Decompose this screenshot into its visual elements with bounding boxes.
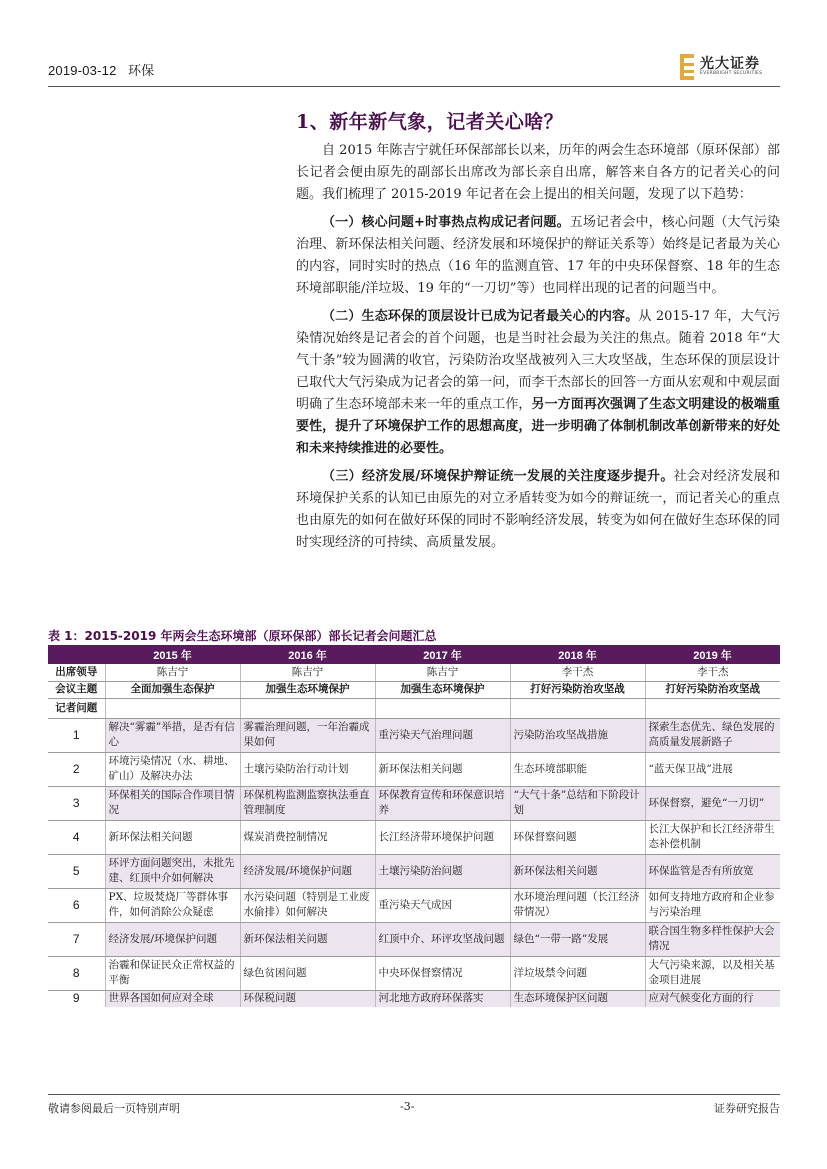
footer-divider: [48, 1094, 780, 1095]
question-number: 6: [48, 888, 105, 922]
everbright-logo: [680, 52, 780, 82]
theme-cell: 加强生态环境保护: [375, 681, 510, 698]
header-date-category: [48, 60, 154, 79]
year-header: 2018 年: [510, 645, 645, 664]
question-cell: 土壤污染防治行动计划: [240, 752, 375, 786]
question-cell: 洋垃圾禁令问题: [510, 956, 645, 990]
question-cell: 环保督察，避免“一刀切”: [645, 786, 780, 820]
question-number: 8: [48, 956, 105, 990]
theme-cell: 打好污染防治攻坚战: [645, 681, 780, 698]
table-row: [48, 922, 780, 956]
header-divider: [48, 86, 780, 87]
question-cell: 解决“雾霾”举措，是否有信心: [105, 718, 240, 752]
question-cell: 绿色“一带一路”发展: [510, 922, 645, 956]
table-row: [48, 990, 780, 1007]
question-number: 2: [48, 752, 105, 786]
question-cell: 长江大保护和长江经济带生态补偿机制: [645, 820, 780, 854]
question-cell: 治霾和保证民众正常权益的平衡: [105, 956, 240, 990]
question-cell: 环境污染情况（水、耕地、矿山）及解决办法: [105, 752, 240, 786]
question-number: 3: [48, 786, 105, 820]
year-header: 2019 年: [645, 645, 780, 664]
paragraph-intro: 自 2015 年陈吉宁就任环保部部长以来，历年的两会生态环境部（原环保部）部长记者会便由原先的副部长出席改为部长亲自出席，解答来自各方的记者关心的问题。我们梳理了 2015-2019 年记者在会上提出的相关问题，发现了以下趋势：: [296, 143, 780, 202]
footer-report-type: 证券研究报告: [714, 1102, 780, 1115]
logo-mark-icon: [680, 54, 694, 80]
year-header: 2017 年: [375, 645, 510, 664]
row-label: 会议主题: [48, 681, 105, 698]
theme-row: [48, 681, 780, 698]
reporter-row: [48, 698, 780, 718]
question-cell: 环保监管是否有所放宽: [645, 854, 780, 888]
footer-disclaimer: 敬请参阅最后一页特别声明: [48, 1102, 180, 1115]
leader-cell: 陈吉宁: [240, 664, 375, 681]
question-cell: 应对气候变化方面的行: [645, 990, 780, 1007]
question-cell: 生态环境保护区问题: [510, 990, 645, 1007]
theme-cell: 加强生态环境保护: [240, 681, 375, 698]
question-cell: 经济发展/环境保护问题: [240, 854, 375, 888]
question-cell: 环保督察问题: [510, 820, 645, 854]
row-label: 出席领导: [48, 664, 105, 681]
question-number: 4: [48, 820, 105, 854]
question-cell: 中央环保督察情况: [375, 956, 510, 990]
table-row: [48, 786, 780, 820]
row-label: 记者问题: [48, 698, 105, 718]
theme-cell: 全面加强生态保护: [105, 681, 240, 698]
header-date: 2019-03-12: [48, 63, 117, 78]
year-header: 2016 年: [240, 645, 375, 664]
question-cell: 环保机构监测监察执法垂直管理制度: [240, 786, 375, 820]
table-row: [48, 854, 780, 888]
table-title: 表 1：2015-2019 年两会生态环境部（原环保部）部长记者会问题汇总: [48, 629, 437, 643]
question-cell: 红顶中介、环评攻坚战问题: [375, 922, 510, 956]
question-cell: 新环保法相关问题: [375, 752, 510, 786]
question-cell: 新环保法相关问题: [510, 854, 645, 888]
table-row: [48, 956, 780, 990]
year-header-blank: [48, 645, 105, 664]
question-cell: PX、垃圾焚烧厂等群体事件，如何消除公众疑虑: [105, 888, 240, 922]
question-cell: “大气十条”总结和下阶段计划: [510, 786, 645, 820]
leader-row: [48, 664, 780, 681]
question-number: 9: [72, 991, 80, 1006]
question-cell: 探索生态优先、绿色发展的高质量发展新路子: [645, 718, 780, 752]
question-cell: 污染防治攻坚战措施: [510, 718, 645, 752]
page-header: [48, 52, 780, 86]
question-cell: 河北地方政府环保落实: [375, 990, 510, 1007]
paragraph-trend-1: （一）核心问题+时事热点构成记者问题。五场记者会中，核心问题（大气污染治理、新环保法相关问题、经济发展和环境保护的辩证关系等）始终是记者最为关心的内容，同时实时的热点（16 年的监测直管、17 年的中央环保督察、18 年的生态环境部职能/洋垃圾、19 年的“一刀切”等）也同样出现的记者的问题当中。: [296, 215, 780, 296]
logo-subtext: EVERBRIGHT SECURITIES: [700, 71, 763, 76]
question-cell: 绿色贫困问题: [240, 956, 375, 990]
question-cell: 经济发展/环境保护问题: [105, 922, 240, 956]
body-text: [296, 140, 780, 560]
question-cell: 水环境治理问题（长江经济带情况）: [510, 888, 645, 922]
logo-text: 光大证券: [700, 56, 760, 72]
question-cell: 煤炭消费控制情况: [240, 820, 375, 854]
question-cell: 环保教育宣传和环保意识培养: [375, 786, 510, 820]
paragraph-trend-2: （二）生态环保的顶层设计已成为记者最关心的内容。从 2015-17 年，大气污染情况始终是记者会的首个问题，也是当时社会最为关注的焦点。随着 2018 年“大气十条”较为圆满的收官，污染防治攻坚战被列入三大攻坚战，生态环保的顶层设计已取代大气污染成为记者会的第一问，而李干杰部长的回答一方面从宏观和中观层面明确了生态环境部未来一年的重点工作，另一方面再次强调了生态文明建设的极端重要性，提升了环境保护工作的思想高度，进一步明确了体制机制改革创新带来的好处和未来持续推进的必要性。: [296, 309, 780, 456]
question-cell: 环保相关的国际合作项目情况: [105, 786, 240, 820]
question-number: 5: [48, 854, 105, 888]
question-cell: 土壤污染防治问题: [375, 854, 510, 888]
question-cell: 新环保法相关问题: [240, 922, 375, 956]
questions-table: [48, 645, 780, 1007]
question-cell: 环保税问题: [240, 990, 375, 1007]
leader-cell: 李干杰: [645, 664, 780, 681]
question-cell: 长江经济带环境保护问题: [375, 820, 510, 854]
question-cell: 大气污染来源，以及相关基金项目进展: [645, 956, 780, 990]
question-cell: 水污染问题（特别是工业废水偷排）如何解决: [240, 888, 375, 922]
question-cell: 重污染天气成因: [375, 888, 510, 922]
header-category: 环保: [127, 63, 155, 78]
table-row: [48, 888, 780, 922]
question-cell: 新环保法相关问题: [105, 820, 240, 854]
page-number: -3-: [400, 1100, 415, 1113]
question-cell: “蓝天保卫战”进展: [645, 752, 780, 786]
question-cell: 如何支持地方政府和企业参与污染治理: [645, 888, 780, 922]
table-header-row: [48, 645, 780, 664]
question-cell: 环评方面问题突出，未批先建、红顶中介如何解决: [105, 854, 240, 888]
question-cell: 生态环境部职能: [510, 752, 645, 786]
question-cell: 世界各国如何应对全球: [105, 990, 240, 1007]
leader-cell: 陈吉宁: [105, 664, 240, 681]
table-row: [48, 718, 780, 752]
question-number: 7: [48, 922, 105, 956]
section-title: 1、新年新气象，记者关心啥？: [296, 111, 564, 133]
question-cell: 重污染天气治理问题: [375, 718, 510, 752]
question-number: 1: [48, 718, 105, 752]
theme-cell: 打好污染防治攻坚战: [510, 681, 645, 698]
year-header: 2015 年: [105, 645, 240, 664]
table-row: [48, 820, 780, 854]
leader-cell: 陈吉宁: [375, 664, 510, 681]
leader-cell: 李干杰: [510, 664, 645, 681]
question-cell: 雾霾治理问题，一年治霾成果如何: [240, 718, 375, 752]
question-cell: 联合国生物多样性保护大会情况: [645, 922, 780, 956]
paragraph-trend-3: （三）经济发展/环境保护辩证统一发展的关注度逐步提升。社会对经济发展和环境保护关系的认知已由原先的对立矛盾转变为如今的辩证统一，而记者关心的重点也由原先的如何在做好环保的同时不影响经济发展，转变为如何在做好生态环保的同时实现经济的可持续、高质量发展。: [296, 469, 780, 550]
table-row: [48, 752, 780, 786]
